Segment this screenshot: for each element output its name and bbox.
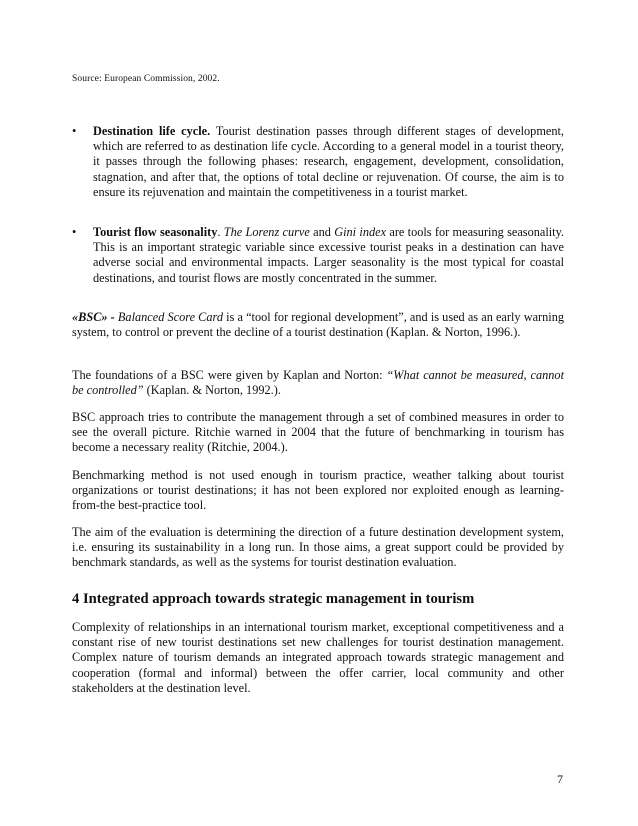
bullet-body: Tourist destination passes through different stages of development, which are referred to as destination life cycle. According to a general model in a tourist theory, it passes through the following phases: research, engagement, development, consolidation, stagnation, and after that, the options of total decline or rejuvenation. Of course, the aim is to ensure its rejuvenation and maintain the competitiveness in a tourist market. [93,124,564,199]
bullet-connector: and [309,225,335,239]
bullet-term: Destination life cycle. [93,124,211,138]
bullet-marker: • [72,124,77,138]
section-heading: 4 Integrated approach towards strategic management in tourism [72,591,475,607]
bullet-text [93,124,564,200]
bsc-text [72,310,564,340]
source-note: Source: European Commission, 2002. [72,74,220,84]
bullet-term: Tourist flow seasonality [93,225,218,239]
bsc-expansion: Balanced Score Card [114,310,224,324]
paragraph-section-intro [72,620,564,696]
paragraph-text: BSC approach tries to contribute the management through a set of combined measures in order to see the overall picture. Ritchie warned in 2004 that the future of benchmarking in tourism has become a necessary reality (Ritchie, 2004.). [72,410,564,455]
paragraph-text: Benchmarking method is not used enough in tourism practice, weather talking about tourist organizations or tourist destinations; it has not been explored nor exploited enough as learning-from-the best-practice tool. [72,468,564,513]
paragraph-text: Complexity of relationships in an international tourism market, exceptional competitiveness and a constant rise of new tourist destinations set new challenges for tourist destination management. Complex nature of tourism demands an integrated approach towards strategic management and cooperation (formal and informal) between the offer carrier, local community and other stakeholders at the destination level. [72,620,564,695]
page-number: 7 [557,772,563,786]
bullet-body: are tools for measuring seasonality. This is an important strategic variable since excessive tourist peaks in a destination can have adverse social and environmental impacts. Larger seasonality is the most typical for coastal destinations, and tourist flows are mostly concentrated in the summer. [93,225,564,285]
bsc-term: «BSC» - [72,310,115,324]
paragraph-bsc [72,310,564,340]
gini-index-term: Gini index [334,225,387,239]
foundations-quote: “What cannot be measured, cannot be controlled” [72,368,564,398]
paragraph-text: The aim of the evaluation is determining the direction of a future destination development system, i.e. ensuring its sustainability in a long run. In those aims, a great support could be provided by benchmark standards, as well as the systems for tourist destination evaluation. [72,525,564,570]
foundations-body: The foundations of a BSC were given by Kaplan and Norton: [72,368,387,382]
bullet-marker: • [72,225,77,239]
paragraph-foundations [72,368,564,398]
bullet-punct: . [217,225,224,239]
paragraph-benchmarking [72,468,564,514]
bullet-tourist-flow-seasonality [72,225,564,286]
foundations-citation: (Kaplan. & Norton, 1992.). [143,383,281,398]
bullet-text [93,225,564,286]
foundations-text [72,368,564,398]
bullet-destination-life-cycle [72,124,564,200]
bsc-body: is a “tool for regional development”, and is used as an early warning system, to control or prevent the decline of a tourist destination (Kaplan. & Norton, 1996.). [72,310,564,340]
paragraph-evaluation [72,525,564,571]
lorenz-curve-term: The Lorenz curve [223,225,310,239]
paragraph-bsc-approach [72,410,564,456]
